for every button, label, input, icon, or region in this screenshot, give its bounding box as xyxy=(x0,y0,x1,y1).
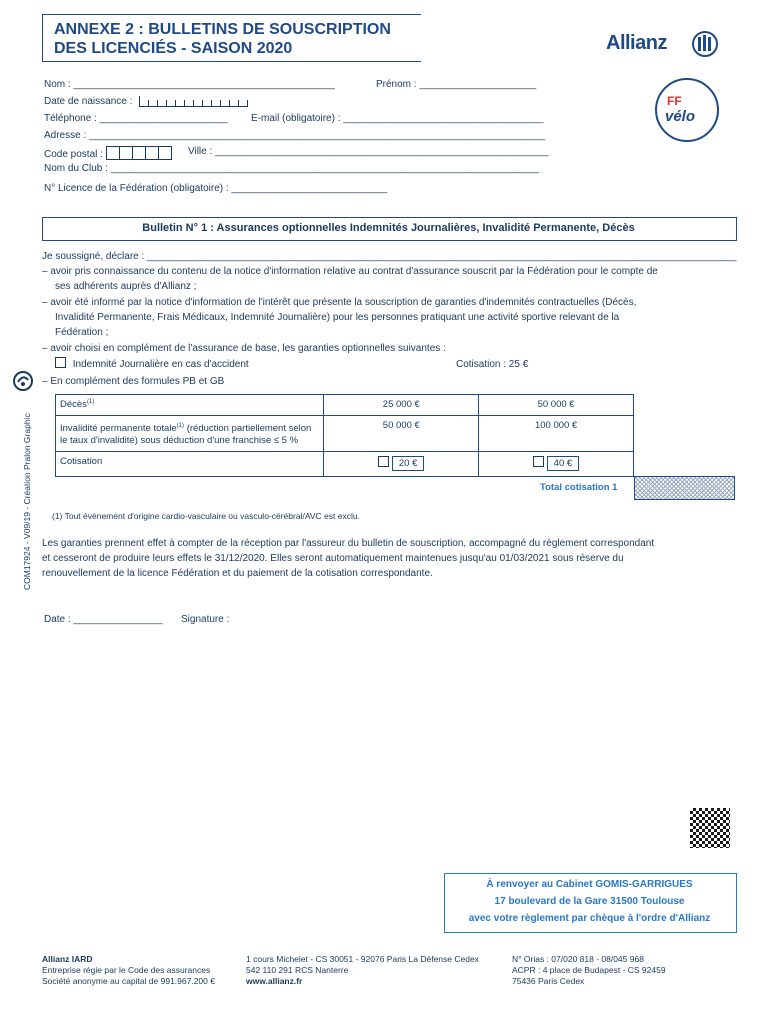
pb-value: 50 000 € xyxy=(324,416,479,452)
footer-address: 1 cours Michelet - CS 30051 - 92076 Paris La Défense Cedex xyxy=(246,954,479,964)
title-line-2: DES LICENCIÉS - SAISON 2020 xyxy=(54,40,293,57)
declare-field[interactable]: Je soussigné, déclare : __________________________________________________________________________________________________________ xyxy=(42,251,737,262)
club-field[interactable]: Nom du Club : _____________________________________________________________________________ xyxy=(44,163,539,174)
allianz-logo-text: Allianz xyxy=(606,32,667,54)
footer-orias: N° Orias : 07/020 818 - 08/045 968 xyxy=(512,954,644,964)
table-row xyxy=(56,416,634,452)
code-postal-boxes[interactable] xyxy=(106,146,172,164)
effect-line-3: renouvellement de la licence Fédération et du paiement de la cotisation correspondante. xyxy=(42,568,433,579)
ffvelo-logo-top: FF xyxy=(667,94,682,108)
pb-cotisation-value: 20 € xyxy=(392,456,425,471)
bulletin-title: Bulletin N° 1 : Assurances optionnelles Indemnités Journalières, Invalidité Permanente, Décès xyxy=(142,222,635,234)
return-line-1: À renvoyer au Cabinet GOMIS-GARRIGUES xyxy=(486,879,693,890)
ij-label: Indemnité Journalière en cas d'accident xyxy=(72,359,249,370)
telephone-field[interactable]: Téléphone : _______________________ xyxy=(44,113,228,124)
footer-acpr: ACPR : 4 place de Budapest - CS 92459 xyxy=(512,965,666,975)
gb-value: 50 000 € xyxy=(479,395,634,416)
table-row xyxy=(56,452,634,477)
effect-paragraph xyxy=(42,536,654,581)
footer-rcs: 542 110 291 RCS Nanterre xyxy=(246,965,349,975)
gb-cotisation[interactable] xyxy=(479,452,634,477)
gb-checkbox[interactable] xyxy=(533,456,544,467)
declaration-2 xyxy=(42,295,636,340)
row-label: Décès$^{(1)}$ xyxy=(56,395,324,416)
allianz-logo-icon xyxy=(692,31,718,57)
nom-field[interactable]: Nom : _______________________________________________ xyxy=(44,79,335,90)
declaration-2-line-2: Invalidité Permanente, Frais Médicaux, Indemnité Journalière) pour les personnes pratiquant une activité sportive relevant de la xyxy=(55,312,620,323)
recycle-icon xyxy=(12,370,34,395)
adresse-field[interactable]: Adresse : __________________________________________________________________________________ xyxy=(44,130,546,141)
footer-col1-line2: Entreprise régie par le Code des assurances xyxy=(42,965,211,975)
title-line-1: ANNEXE 2 : BULLETINS DE SOUSCRIPTION xyxy=(54,21,391,38)
return-line-3: avec votre règlement par chèque à l'ordre d'Allianz xyxy=(468,913,711,924)
total-cotisation-field[interactable] xyxy=(634,476,735,500)
naissance-digits[interactable] xyxy=(139,96,248,107)
page-title xyxy=(54,20,434,58)
prenom-field[interactable]: Prénom : _____________________ xyxy=(376,79,537,90)
declaration-1-line-1: – avoir pris connaissance du contenu de la notice d'information relative au contrat d'assurance souscrit par la Fédération pour le compte de xyxy=(42,266,658,277)
pb-value: 25 000 € xyxy=(324,395,479,416)
ij-option[interactable] xyxy=(55,357,249,372)
effect-line-1: Les garanties prennent effet à compter de la réception par l'assureur du bulletin de souscription, accompagné du règlement correspondant xyxy=(42,538,655,549)
total-cotisation-label: Total cotisation 1 xyxy=(540,482,618,493)
signature-field[interactable]: Signature : xyxy=(181,614,230,625)
return-line-2: 17 boulevard de la Gare 31500 Toulouse xyxy=(494,896,685,907)
ville-field[interactable]: Ville : ____________________________________________________________ xyxy=(188,146,549,157)
ij-checkbox[interactable] xyxy=(55,357,66,368)
complement-label: – En complément des formules PB et GB xyxy=(42,376,225,387)
footer-city: 75436 Paris Cedex xyxy=(512,976,585,986)
footer-col-3 xyxy=(512,954,666,987)
footnote: (1) Tout évènement d'origine cardio-vasculaire ou vasculo-cérébral/AVC est exclu. xyxy=(52,511,360,521)
ij-cotisation: Cotisation : 25 € xyxy=(456,359,529,370)
declaration-1-line-2: ses adhérents auprès d'Allianz ; xyxy=(55,281,197,292)
ffvelo-logo-icon xyxy=(655,78,719,142)
footer-company: Allianz IARD xyxy=(42,954,93,964)
naissance-label: Date de naissance : xyxy=(44,96,133,107)
side-credit: COM17924 - V09/19 - Création Pralon Graphic xyxy=(22,413,32,590)
code-postal-field[interactable] xyxy=(44,146,172,164)
naissance-field[interactable] xyxy=(44,96,248,108)
declaration-2-line-1: – avoir été informé par la notice d'information de l'intérêt que présente la souscription de garanties d'indemnités contractuelles (Décès, xyxy=(42,297,637,308)
effect-line-2: et cesseront de produire leurs effets le 31/12/2020. Elles seront automatiquement maintenues jusqu'au 01/03/2021 sous réserve du xyxy=(42,553,624,564)
table-row xyxy=(56,395,634,416)
code-postal-label: Code postal : xyxy=(44,149,103,160)
footer-website-link[interactable]: www.allianz.fr xyxy=(246,976,303,986)
gb-cotisation-value: 40 € xyxy=(547,456,580,471)
footer-col1-line3: Société anonyme au capital de 991.967.200 € xyxy=(42,976,215,986)
options-table xyxy=(55,394,634,477)
row-label: Invalidité permanente totale$^{(1)}$ (réduction partiellement selon le taux d'invalidité) sous déduction d'une franchise ≤ 5 % xyxy=(56,416,324,452)
datamatrix-code xyxy=(690,808,730,848)
ffvelo-logo-bottom: vélo xyxy=(665,108,696,125)
gb-value: 100 000 € xyxy=(479,416,634,452)
declaration-2-line-3: Fédération ; xyxy=(55,327,109,338)
footer-col-2 xyxy=(246,954,479,987)
declaration-1 xyxy=(42,264,658,294)
email-field[interactable]: E-mail (obligatoire) : ____________________________________ xyxy=(251,113,544,124)
pb-cotisation[interactable] xyxy=(324,452,479,477)
row-label: Cotisation xyxy=(56,452,324,477)
date-field[interactable]: Date : ________________ xyxy=(44,614,163,625)
pb-checkbox[interactable] xyxy=(378,456,389,467)
licence-field[interactable]: N° Licence de la Fédération (obligatoire) : ____________________________ xyxy=(44,183,388,194)
declaration-3: – avoir choisi en complément de l'assurance de base, les garanties optionnelles suivantes : xyxy=(42,343,446,354)
footer-col-1 xyxy=(42,954,215,987)
